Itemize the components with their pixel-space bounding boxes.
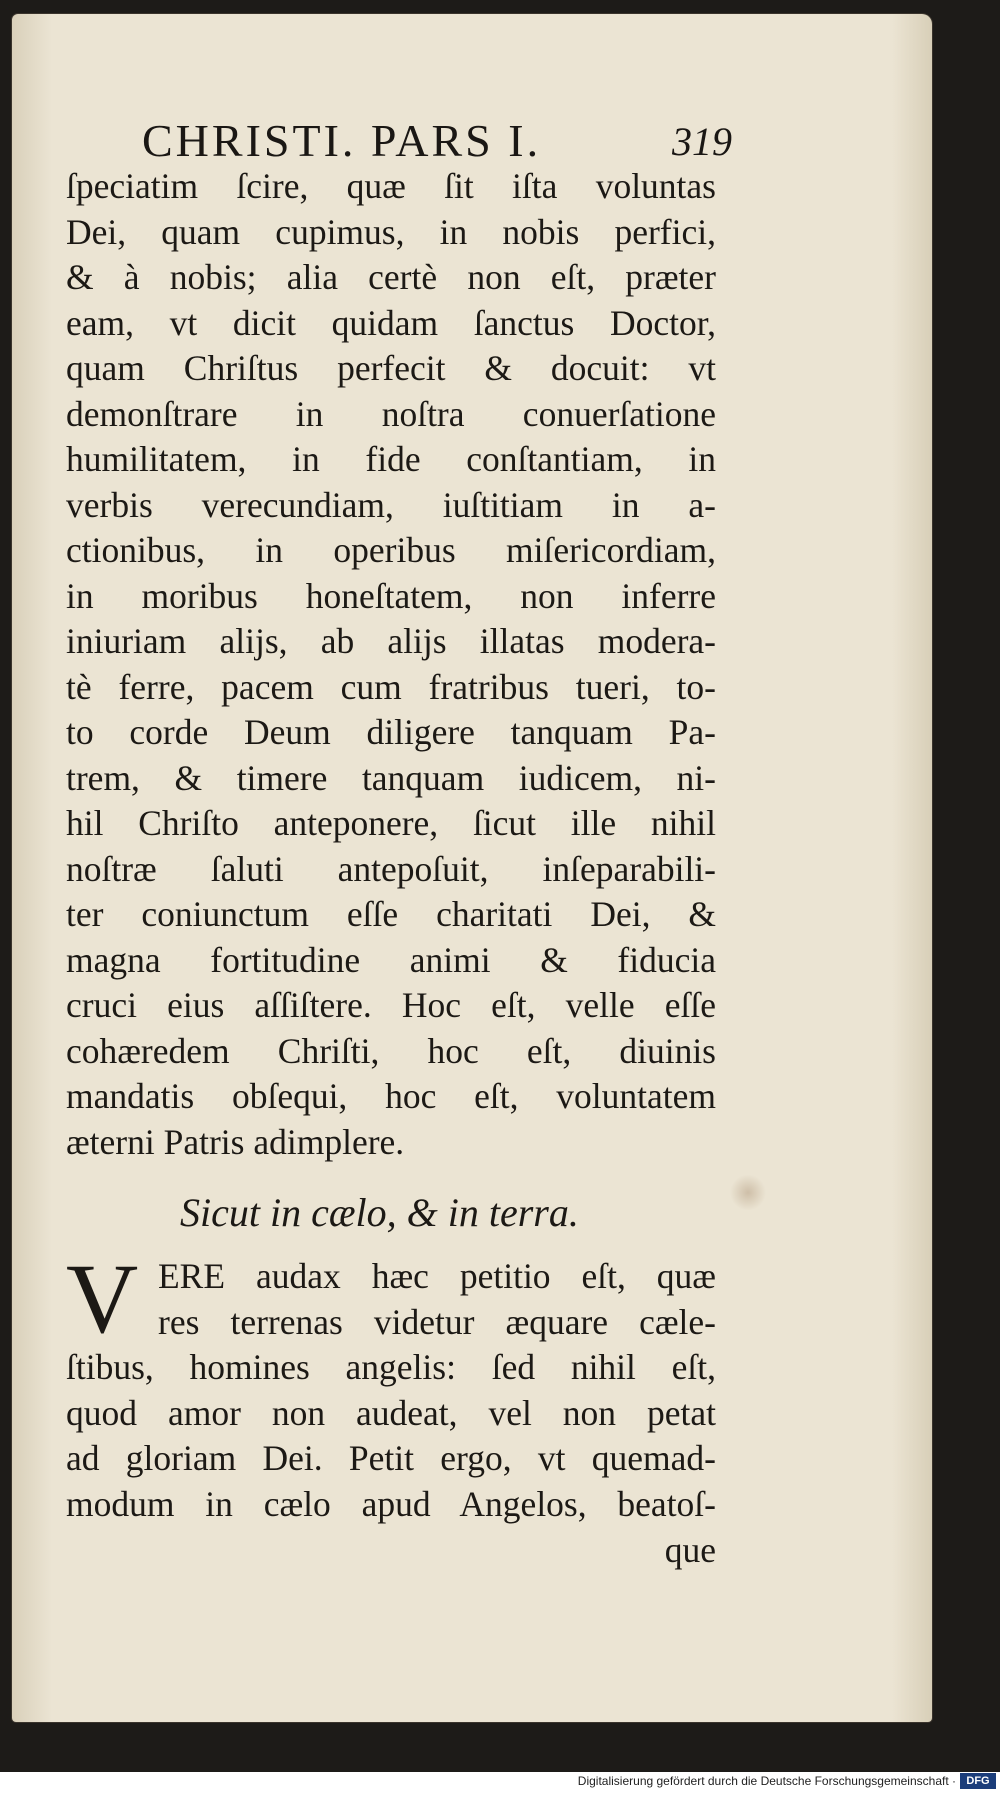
section-heading: Sicut in cælo, & in terra. bbox=[180, 1190, 579, 1235]
text-line: res terrenas videtur æquare cæle- bbox=[158, 1301, 716, 1342]
paragraph-2 bbox=[66, 1243, 716, 1570]
catchword: que bbox=[664, 1530, 716, 1570]
text-line: to corde Deum diligere tanquam Pa- bbox=[66, 712, 716, 752]
text-line: & à nobis; alia certè non eſt, præter bbox=[66, 257, 716, 297]
text-line: quod amor non audeat, vel non petat bbox=[66, 1392, 716, 1433]
text-line: mandatis obſequi, hoc eſt, voluntatem bbox=[66, 1076, 716, 1116]
paragraph-1 bbox=[66, 164, 716, 1165]
text-line: cruci eius aſſiſtere. Hoc eſt, velle eſſe bbox=[66, 985, 716, 1025]
text-line-last: æterni Patris adimplere. bbox=[66, 1121, 405, 1162]
text-line: magna fortitudine animi & fiducia bbox=[66, 939, 716, 980]
funding-credit: Digitalisierung gefördert durch die Deutsche Forschungsgemeinschaft · bbox=[577, 1774, 956, 1788]
text-line: cohæredem Chriſti, hoc eſt, diuinis bbox=[66, 1030, 716, 1071]
text-line: verbis verecundiam, iuſtitiam in a- bbox=[66, 484, 716, 525]
book-page bbox=[12, 14, 932, 1722]
dfg-logo-icon: DFG bbox=[960, 1773, 996, 1789]
text-line: Dei, quam cupimus, in nobis perfici, bbox=[66, 211, 716, 252]
text-line: ſpeciatim ſcire, quæ ſit iſta voluntas bbox=[66, 166, 716, 206]
text-line: demonſtrare in noſtra conuerſatione bbox=[66, 393, 716, 434]
text-line: humilitatem, in fide conſtantiam, in bbox=[66, 439, 716, 479]
text-line: in moribus honeſtatem, non inferre bbox=[66, 575, 716, 616]
text-line: quam Chriſtus perfecit & docuit: vt bbox=[66, 348, 716, 388]
running-title: CHRISTI. PARS I. bbox=[142, 115, 542, 166]
text-line: iniuriam alijs, ab alijs illatas modera- bbox=[66, 621, 716, 661]
text-line: ctionibus, in operibus miſericordiam, bbox=[66, 530, 716, 570]
text-line: hil Chriſto anteponere, ſicut ille nihil bbox=[66, 803, 716, 843]
text-line: ad gloriam Dei. Petit ergo, vt quemad- bbox=[66, 1438, 716, 1478]
text-line: eam, vt dicit quidam ſanctus Doctor, bbox=[66, 302, 716, 343]
text-line: modum in cælo apud Angelos, beatoſ- bbox=[66, 1483, 716, 1524]
text-line: ſtibus, homines angelis: ſed nihil eſt, bbox=[66, 1347, 716, 1387]
text-line: ERE audax hæc petitio eſt, quæ bbox=[158, 1256, 716, 1296]
text-line: ter coniunctum eſſe charitati Dei, & bbox=[66, 894, 716, 934]
text-line: tè ferre, pacem cum fratribus tueri, to- bbox=[66, 666, 716, 707]
text-line: noſtræ ſaluti antepoſuit, inſeparabili- bbox=[66, 848, 716, 889]
digitization-footer bbox=[0, 1772, 1000, 1793]
text-line: trem, & timere tanquam iudicem, ni- bbox=[66, 757, 716, 798]
drop-cap: V bbox=[66, 1243, 139, 1354]
page-number: 319 bbox=[672, 119, 732, 164]
